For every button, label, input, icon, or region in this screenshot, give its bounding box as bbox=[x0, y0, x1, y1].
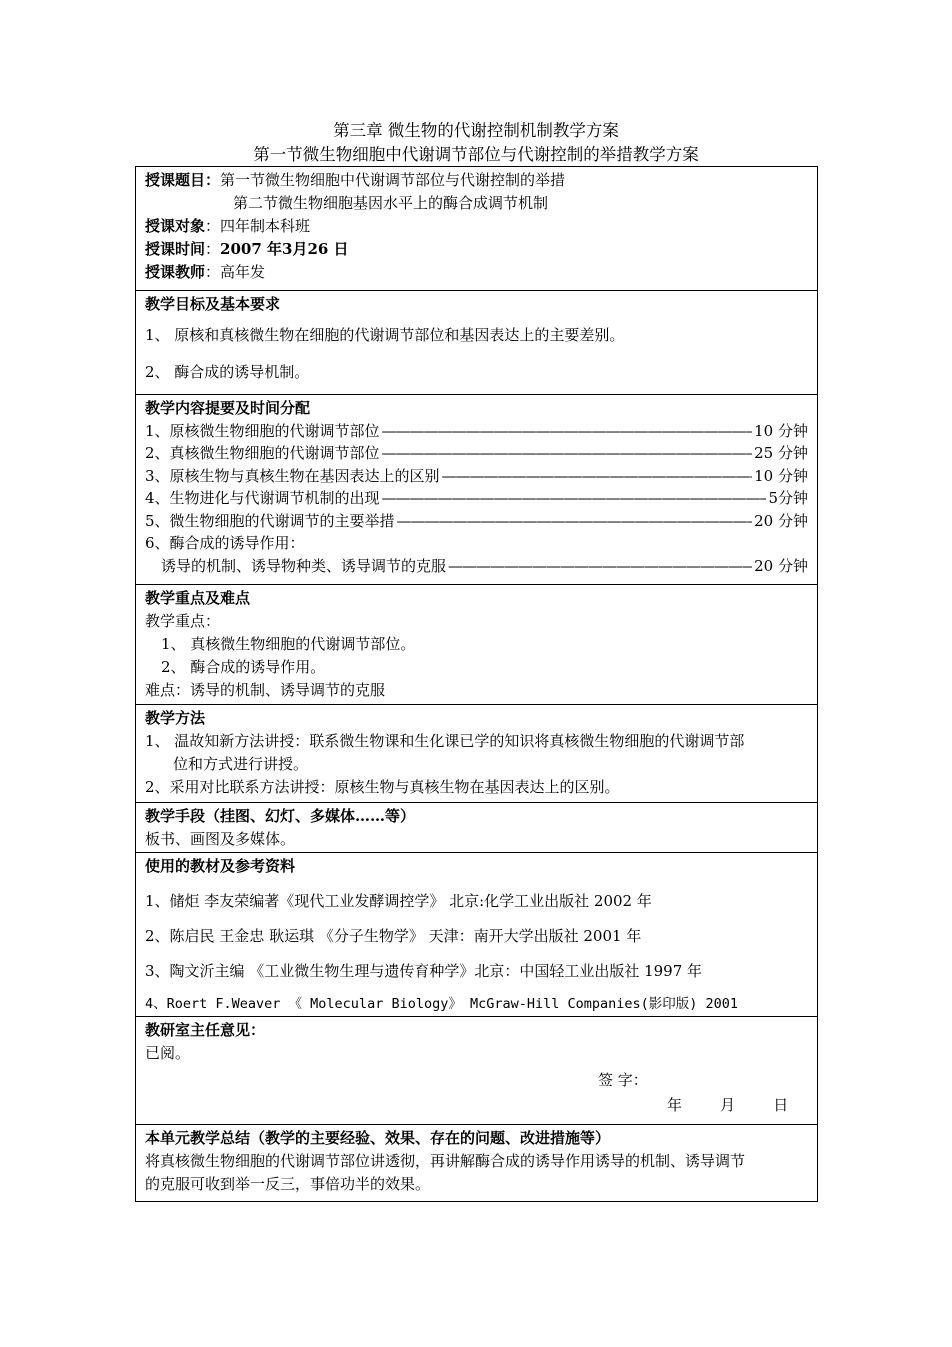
content-time: 5分钟 bbox=[768, 489, 808, 507]
sign-label: 签 字： bbox=[598, 1071, 648, 1089]
audience-line bbox=[145, 215, 808, 238]
info-section bbox=[136, 167, 817, 291]
leader-dash bbox=[448, 555, 752, 578]
leader-dash bbox=[382, 420, 753, 443]
time-label: 授课时间 bbox=[145, 240, 206, 258]
teacher-label: 授课教师 bbox=[145, 263, 206, 281]
reference-item: 3、陶文沂主编 《工业微生物生理与遗传育种学》北京：中国轻工业出版社 1997 年 bbox=[145, 962, 703, 980]
content-item bbox=[145, 420, 808, 443]
content-text: 3、原核生物与真核生物在基因表达上的区别 bbox=[145, 466, 440, 485]
reference-item: 4、Roert F.Weaver 《 Molecular Biology》 McGraw-Hill Companies(影印版) 2001 bbox=[145, 996, 739, 1012]
audience-colon: ： bbox=[205, 217, 221, 235]
content-item-6-sub bbox=[145, 555, 808, 578]
leader-dash bbox=[442, 465, 753, 488]
time-value: 2007 年3月26 日 bbox=[220, 240, 349, 258]
content-text: 4、生物进化与代谢调节机制的出现 bbox=[145, 489, 380, 507]
methods-section bbox=[136, 705, 817, 803]
lesson-plan-table bbox=[135, 166, 818, 1202]
content-text: 2、真核微生物细胞的代谢调节部位 bbox=[145, 444, 380, 462]
keypoints-heading: 教学重点及难点 bbox=[145, 589, 251, 607]
content-text: 5、微生物细胞的代谢调节的主要举措 bbox=[145, 511, 395, 530]
goal-item: 2、 酶合成的诱导机制。 bbox=[145, 363, 310, 381]
teacher-colon: ： bbox=[205, 263, 221, 281]
content-item bbox=[145, 487, 808, 510]
means-text: 板书、画图及多媒体。 bbox=[145, 830, 296, 848]
time-colon: ： bbox=[205, 240, 221, 258]
content-item-6: 6、酶合成的诱导作用： bbox=[145, 534, 305, 552]
references-section bbox=[136, 853, 817, 1017]
leader-dash bbox=[382, 487, 767, 510]
date-line: 年 月 日 bbox=[667, 1096, 789, 1114]
topic-colon: ： bbox=[205, 171, 221, 189]
director-text: 已阅。 bbox=[145, 1044, 191, 1062]
method-item-cont: 位和方式进行讲授。 bbox=[173, 755, 309, 773]
goals-section bbox=[136, 291, 817, 395]
audience-value: 四年制本科班 bbox=[220, 217, 311, 235]
content-item bbox=[145, 442, 808, 465]
focus-label: 教学重点： bbox=[145, 612, 221, 630]
content-time: 10 分钟 bbox=[754, 421, 808, 440]
topic-1: 第一节微生物细胞中代谢调节部位与代谢控制的举措 bbox=[220, 171, 566, 189]
leader-dash bbox=[382, 442, 753, 465]
keypoints-section bbox=[136, 585, 817, 705]
content-item bbox=[145, 465, 808, 488]
audience-label: 授课对象 bbox=[145, 217, 206, 235]
content-time: 10 分钟 bbox=[754, 466, 808, 485]
teacher-value: 高年发 bbox=[220, 263, 266, 281]
method-item: 1、 温故知新方法讲授：联系微生物课和生化课已学的知识将真核微生物细胞的代谢调节部 bbox=[145, 732, 745, 750]
methods-heading: 教学方法 bbox=[145, 709, 206, 727]
focus-item: 2、 酶合成的诱导作用。 bbox=[161, 658, 326, 676]
contents-section bbox=[136, 395, 817, 585]
goal-item: 1、 原核和真核微生物在细胞的代谢调节部位和基因表达上的主要差别。 bbox=[145, 326, 625, 344]
contents-heading: 教学内容提要及时间分配 bbox=[145, 399, 311, 417]
director-heading: 教研室主任意见： bbox=[145, 1021, 266, 1039]
focus-item: 1、 真核微生物细胞的代谢调节部位。 bbox=[161, 635, 416, 653]
means-heading: 教学手段（挂图、幻灯、多媒体……等） bbox=[145, 807, 416, 825]
references-heading: 使用的教材及参考资料 bbox=[145, 857, 296, 875]
topic-label: 授课题目 bbox=[145, 171, 206, 189]
content-time: 20 分钟 bbox=[754, 511, 808, 530]
time-line bbox=[145, 238, 808, 261]
summary-line: 将真核微生物细胞的代谢调节部位讲透彻，再讲解酶合成的诱导作用诱导的机制、诱导调节 bbox=[145, 1152, 746, 1170]
method-item: 2、采用对比联系方法讲授：原核生物与真核生物在基因表达上的区别。 bbox=[145, 778, 620, 796]
summary-section bbox=[136, 1125, 817, 1201]
goals-heading: 教学目标及基本要求 bbox=[145, 295, 281, 313]
content-text: 诱导的机制、诱导物种类、诱导调节的克服 bbox=[161, 556, 447, 575]
document-subtitle: 第一节微生物细胞中代谢调节部位与代谢控制的举措教学方案 bbox=[253, 145, 699, 164]
leader-dash bbox=[397, 510, 753, 533]
summary-heading: 本单元教学总结（教学的主要经验、效果、存在的问题、改进措施等） bbox=[145, 1129, 611, 1147]
content-time: 20 分钟 bbox=[754, 556, 808, 575]
topic-line-2: 第二节微生物细胞基因水平上的酶合成调节机制 bbox=[233, 194, 549, 212]
summary-line: 的克服可收到举一反三，事倍功半的效果。 bbox=[145, 1175, 431, 1193]
content-item bbox=[145, 510, 808, 533]
topic-line-1 bbox=[145, 169, 808, 192]
means-section bbox=[136, 803, 817, 853]
reference-item: 2、陈启民 王金忠 耿运琪 《分子生物学》 天津：南开大学出版社 2001 年 bbox=[145, 927, 642, 945]
content-time: 25 分钟 bbox=[754, 444, 808, 462]
teacher-line bbox=[145, 261, 808, 284]
document-title: 第三章 微生物的代谢控制机制教学方案 bbox=[333, 121, 619, 140]
director-section bbox=[136, 1017, 817, 1125]
reference-item: 1、储炬 李友荣编著《现代工业发酵调控学》 北京:化学工业出版社 2002 年 bbox=[145, 892, 652, 910]
difficulty-line: 难点：诱导的机制、诱导调节的克服 bbox=[145, 681, 386, 699]
content-text: 1、原核微生物细胞的代谢调节部位 bbox=[145, 421, 380, 440]
